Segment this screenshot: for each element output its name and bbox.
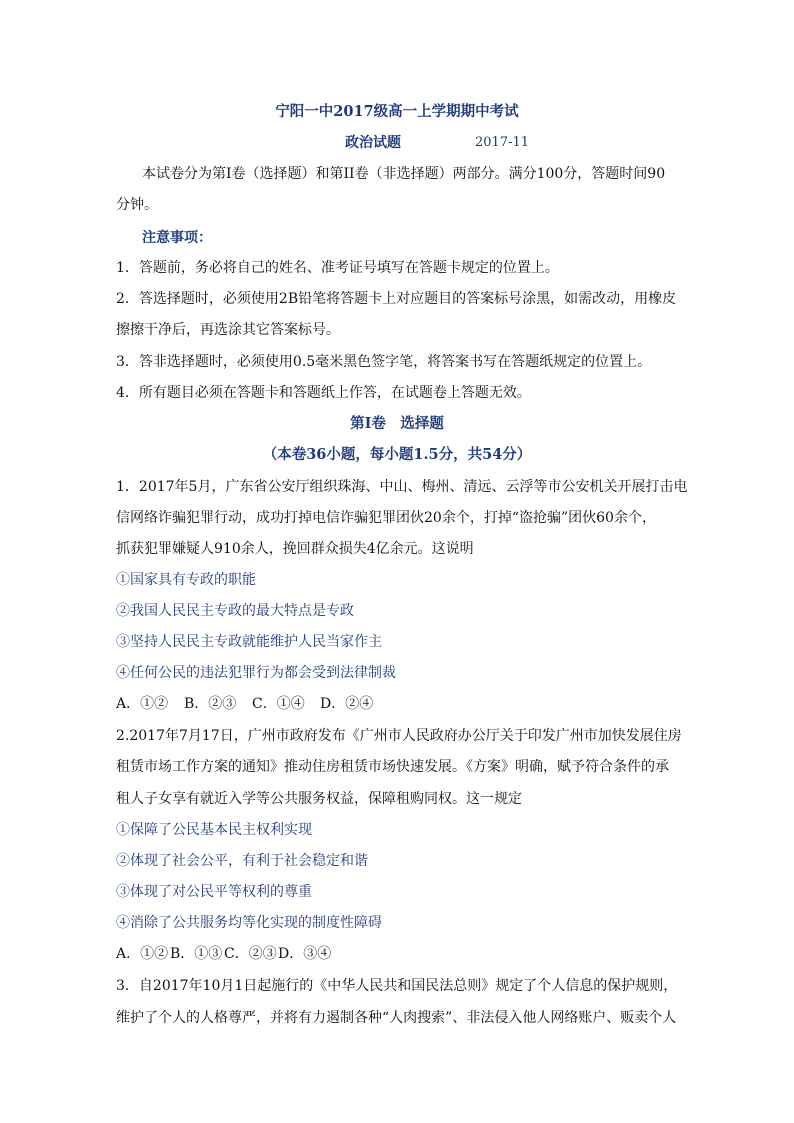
question-stem-line: 信网络诈骗犯罪行动，成功打掉电信诈骗犯罪团伙20余个，打掉“盗抢骗”团伙60余个， [116,510,656,526]
choice-c: C．①④ [252,696,305,712]
question-option: ④消除了公共服务均等化实现的制度性障碍 [116,915,382,931]
intro-line: 本试卷分为第Ⅰ卷（选择题）和第II卷（非选择题）两部分。满分100分，答题时间90 [142,166,666,182]
choice-d: D．②④ [320,696,374,712]
intro-line: 分钟。 [116,197,158,213]
question-option: ①国家具有专政的职能 [116,572,256,588]
question-stem-line: 1．2017年5月，广东省公安厅组织珠海、中山、梅州、清远、云浮等市公安机关开展打击电 [116,479,688,495]
section-title: 第Ⅰ卷 选择题 [350,415,444,432]
choice-b: B．②③ [184,696,237,712]
question-option: ①保障了公民基本民主权利实现 [116,822,312,838]
question-option: ②体现了社会公平，有利于社会稳定和谐 [116,853,368,869]
question-stem-line: 维护了个人的人格尊严，并将有力遏制各种“人肉搜索”、非法侵入他人网络账户、贩卖个人 [116,1010,677,1026]
choice-b: B．①③ [170,946,223,962]
subject-title: 政治试题 [345,135,401,151]
question-option: ②我国人民民主专政的最大特点是专政 [116,603,354,619]
question-stem-line: 租赁市场工作方案的通知》推动住房租赁市场快速发展。《方案》明确，赋予符合条件的承 [116,759,669,775]
choice-a: A．①② [116,696,169,712]
question-stem-line: 抓获犯罪嫌疑人910余人，挽回群众损失4亿余元。这说明 [116,541,474,557]
notice-item: 2．答选择题时，必须使用2B铅笔将答题卡上对应题目的答案标号涂黑，如需改动，用橡皮 [116,291,677,307]
answer-choices [116,944,696,964]
notice-heading: 注意事项： [142,230,212,246]
notice-item: 3．答非选择题时，必须使用0.5毫米黑色签字笔，将答案书写在答题纸规定的位置上。 [116,354,652,370]
notice-item: 擦擦干净后，再选涂其它答案标号。 [116,322,340,338]
notice-item: 1．答题前，务必将自己的姓名、准考证号填写在答题卡规定的位置上。 [116,260,559,276]
section-subtitle: （本卷36小题，每小题1.5分，共54分） [262,446,532,463]
choice-d: D．③④ [278,946,332,962]
choice-a: A．①② [116,946,169,962]
exam-title: 宁阳一中2017级高一上学期期中考试 [275,103,519,120]
answer-choices [116,694,696,714]
question-stem-line: 租人子女享有就近入学等公共服务权益，保障租购同权。这一规定 [116,791,522,807]
exam-date: 2017-11 [475,135,530,150]
question-option: ④任何公民的违法犯罪行为都会受到法律制裁 [116,665,396,681]
question-stem-line: 3．自2017年10月1日起施行的《中华人民共和国民法总则》规定了个人信息的保护规则， [116,978,678,994]
question-option: ③坚持人民民主专政就能维护人民当家作主 [116,634,382,650]
question-option: ③体现了对公民平等权利的尊重 [116,884,312,900]
choice-c: C．②③ [224,946,277,962]
question-stem-line: 2.2017年7月17日，广州市政府发布《广州市人民政府办公厅关于印发广州市加快发展住房 [116,728,682,744]
notice-item: 4．所有题目必须在答题卡和答题纸上作答，在试题卷上答题无效。 [116,385,531,401]
